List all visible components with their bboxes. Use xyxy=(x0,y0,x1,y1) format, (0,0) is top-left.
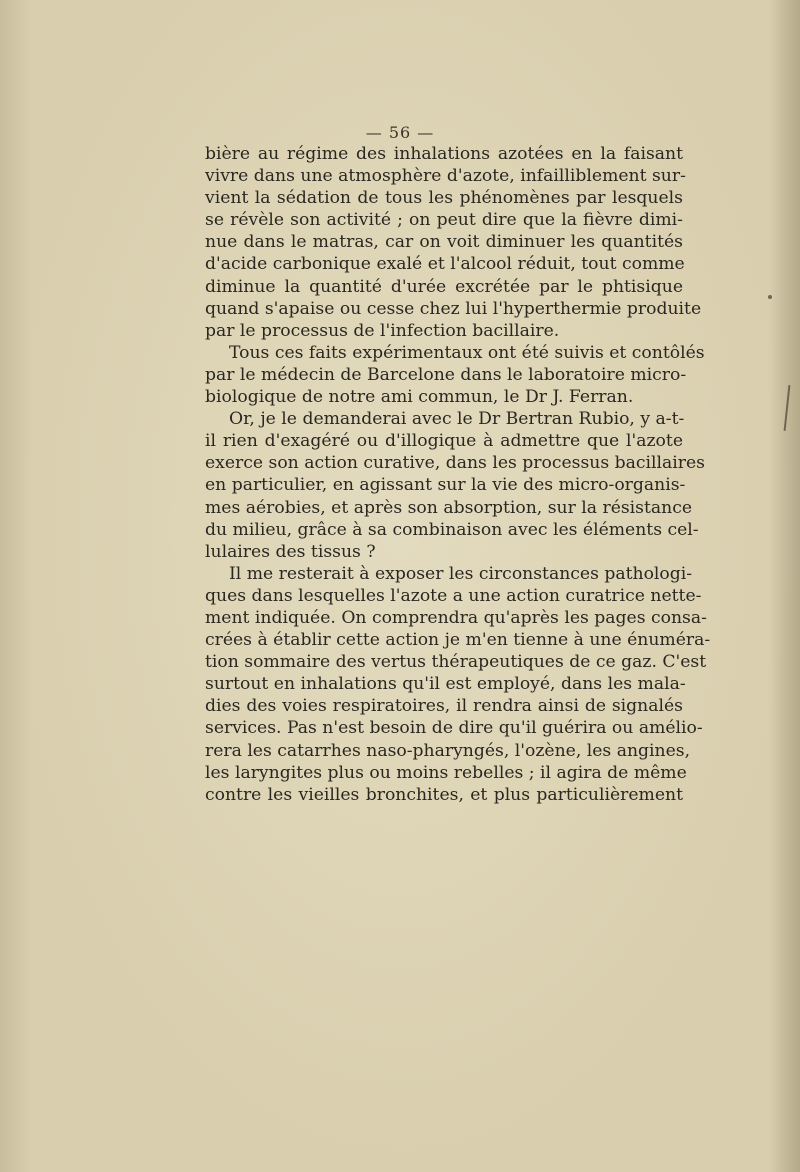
text-line: en particulier, en agissant sur la vie des micro-organis- xyxy=(205,475,686,496)
text-line: il rien d'exagéré ou d'illogique à admettre que l'azote xyxy=(205,431,683,452)
text-line: tion sommaire des vertus thérapeutiques de ce gaz. C'est xyxy=(205,652,707,673)
text-line: par le processus de l'infection bacillaire. xyxy=(205,320,560,341)
text-line: bière au régime des inhalations azotées en la faisant xyxy=(205,144,683,164)
text-line: crées à établir cette action je m'en tienne à une énuméra- xyxy=(205,630,711,651)
text-line: exerce son action curative, dans les processus bacillaires xyxy=(205,453,705,474)
text-line: Tous ces faits expérimentaux ont été suivis et contôlés xyxy=(229,342,705,363)
text-line: les laryngites plus ou moins rebelles ; il agira de même xyxy=(205,762,687,783)
text-line: surtout en inhalations qu'il est employé, dans les mala- xyxy=(205,674,686,695)
body-text xyxy=(205,143,711,806)
text-line: quand s'apaise ou cesse chez lui l'hyperthermie produite xyxy=(205,298,702,319)
page-number: — 56 — xyxy=(365,123,435,142)
text-line: mes aérobies, et après son absorption, sur la résistance xyxy=(205,497,693,518)
text-line: rera les catarrhes naso-pharyngés, l'ozène, les angines, xyxy=(205,740,691,761)
ink-spot xyxy=(768,295,772,299)
text-line: lulaires des tissus ? xyxy=(205,541,376,562)
text-line: Il me resterait à exposer les circonstances pathologi- xyxy=(229,563,693,584)
text-line: par le médecin de Barcelone dans le laboratoire micro- xyxy=(205,364,687,385)
text-line: vivre dans une atmosphère d'azote, infailliblement sur- xyxy=(205,166,686,187)
text-line: vient la sédation de tous les phénomènes par lesquels xyxy=(205,188,683,209)
text-line: diminue la quantité d'urée excrétée par le phtisique xyxy=(205,276,683,297)
text-line: biologique de notre ami commun, le Dr J. Ferran. xyxy=(205,387,634,408)
text-line: ques dans lesquelles l'azote a une action curatrice nette- xyxy=(205,585,702,606)
text-line: nue dans le matras, car on voit diminuer les quantités xyxy=(205,232,683,253)
text-line: d'acide carbonique exalé et l'alcool réduit, tout comme xyxy=(205,254,685,275)
text-line: Or, je le demanderai avec le Dr Bertran Rubio, y a-t- xyxy=(229,409,685,430)
text-line: services. Pas n'est besoin de dire qu'il guérira ou amélio- xyxy=(205,718,703,739)
text-line: ment indiquée. On comprendra qu'après les pages consa- xyxy=(205,607,707,628)
text-line: dies des voies respiratoires, il rendra ainsi de signalés xyxy=(205,696,683,717)
text-line: du milieu, grâce à sa combinaison avec les éléments cel- xyxy=(205,519,699,540)
text-line: contre les vieilles bronchites, et plus particulièrement xyxy=(205,784,683,805)
page-edge-shadow xyxy=(770,0,800,1172)
text-line: se révèle son activité ; on peut dire que la fièvre dimi- xyxy=(205,210,683,231)
